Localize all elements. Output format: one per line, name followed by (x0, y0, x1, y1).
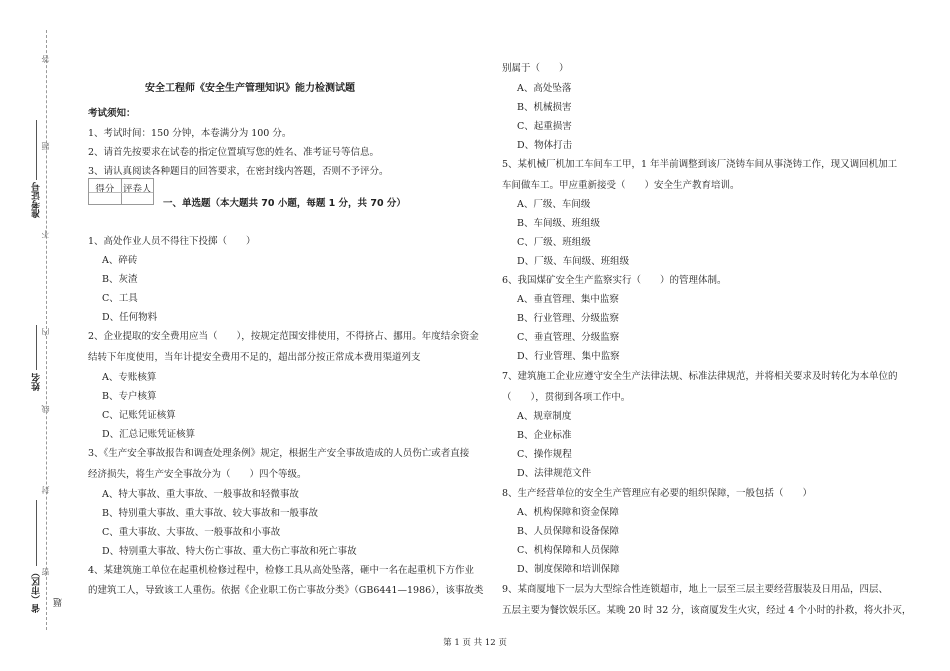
seal-char: 内 (41, 328, 50, 336)
option-line: A、机构保障和资金保障 (517, 507, 619, 518)
option-line: B、企业标准 (517, 430, 572, 441)
name-label: 姓名 (32, 373, 42, 391)
question-line: 5、某机械厂机加工车间车工甲，1 年半前调整到该厂浇铸车间从事浇铸工作，现又调回机加工 (502, 159, 898, 170)
option-line: B、灰渣 (102, 274, 138, 285)
option-line: C、机构保障和人员保障 (517, 545, 620, 556)
option-line: C、操作规程 (517, 449, 572, 460)
option-line: B、车间级、班组级 (517, 218, 600, 229)
option-line: A、厂级、车间级 (517, 199, 591, 210)
option-line: A、专账核算 (102, 372, 157, 383)
option-line: D、汇总记账凭证核算 (102, 429, 196, 440)
question-line: 2、企业提取的安全费用应当（ ），按规定范围安排使用，不得挤占、挪用。年度结余资金 (88, 331, 479, 342)
name-field[interactable] (36, 325, 37, 370)
option-line: D、物体打击 (517, 140, 573, 151)
option-line: D、厂级、车间级、班组级 (517, 256, 630, 267)
exam-number-label: 准考证号 (32, 182, 42, 218)
notice-item: 3、请认真阅读各种题目的回答要求，在密封线内答题，否则不予评分。 (88, 166, 389, 177)
margin-bottom-char: 题 (54, 598, 64, 607)
option-line: A、高处坠落 (517, 83, 572, 94)
seal-char: 封 (41, 486, 50, 494)
question-line: 1、高处作业人员不得往下投掷（ ） (88, 236, 256, 247)
seal-char: 密 (41, 568, 50, 576)
question-line: 8、生产经营单位的安全生产管理应有必要的组织保障，一般包括（ ） (502, 488, 813, 499)
notice-heading: 考试须知： (88, 108, 136, 119)
option-line: D、特别重大事故、特大伤亡事故、重大伤亡事故和死亡事故 (102, 546, 357, 557)
seal-char: 答 (41, 55, 50, 63)
question-line: （ ），贯彻到各项工作中。 (502, 392, 631, 403)
question-line: 7、建筑施工企业应遵守安全生产法律法规、标准法律规范，并将相关要求及时转化为本单位的 (502, 371, 898, 382)
score-label: 得分 (89, 179, 122, 204)
option-line: B、人员保障和设备保障 (517, 526, 619, 537)
option-line: B、专户核算 (102, 391, 157, 402)
region-field[interactable] (36, 500, 37, 566)
option-line: B、机械损害 (517, 102, 572, 113)
question-line: 经济损失，将生产安全事故分为（ ）四个等级。 (88, 469, 307, 480)
section-heading: 一、单选题（本大题共 70 小题，每题 1 分，共 70 分） (163, 198, 406, 209)
question-line: 的建筑工人，导致该工人重伤。依据《企业职工伤亡事故分类》（GB6441—1986），该事故类 (88, 585, 484, 596)
option-line: B、特别重大事故、重大事故、较大事故和一般事故 (102, 508, 318, 519)
notice-item: 2、请首先按要求在试卷的指定位置填写您的姓名、准考证号等信息。 (88, 147, 380, 158)
option-line: C、记账凭证核算 (102, 410, 176, 421)
question-line: 五层主要为餐饮娱乐区。某晚 20 时 32 分，该商厦发生火灾，经过 4 个小时的扑救，将火扑灭， (502, 605, 912, 616)
region-label: 省（市区） (32, 568, 42, 613)
option-line: D、法律规范文件 (517, 468, 592, 479)
seal-char: 不 (41, 230, 50, 238)
question-line: 9、某商厦地下一层为大型综合性连锁超市，地上一层至三层主要经营服装及日用品，四层、 (502, 584, 889, 595)
grader-label: 评卷人 (122, 184, 152, 195)
option-line: A、规章制度 (517, 411, 572, 422)
score-box (88, 178, 154, 205)
question-line: 6、我国煤矿安全生产监察实行（ ）的管理体制。 (502, 275, 727, 286)
seal-char: 题 (41, 142, 50, 150)
option-line: C、垂直管理、分级监察 (517, 332, 620, 343)
option-line: D、行业管理、集中监察 (517, 351, 620, 362)
question-line: 车间做车工。甲应重新接受（ ）安全生产教育培训。 (502, 180, 740, 191)
exam-number-field[interactable] (36, 120, 37, 180)
page-footer: 第 1 页 共 12 页 (443, 638, 507, 648)
notice-item: 1、考试时间：150 分钟，本卷满分为 100 分。 (88, 128, 292, 139)
option-line: D、制度保障和培训保障 (517, 564, 620, 575)
score-box-divider (89, 192, 153, 193)
option-line: C、厂级、班组级 (517, 237, 591, 248)
question-line: 4、某建筑施工单位在起重机检修过程中，检修工具从高处坠落，砸中一名在起重机下方作业 (88, 565, 475, 576)
seal-char: 线 (41, 405, 50, 413)
question-line: 3、《生产安全事故报告和调查处理条例》规定，根据生产安全事故造成的人员伤亡或者直接 (88, 448, 470, 459)
option-line: A、垂直管理、集中监察 (517, 294, 619, 305)
option-line: D、任何物料 (102, 312, 158, 323)
question-line: 结转下年度使用，当年计提安全费用不足的，超出部分按正常成本费用渠道列支 (88, 352, 421, 363)
option-line: A、特大事故、重大事故、一般事故和轻微事故 (102, 489, 299, 500)
page-title: 安全工程师《安全生产管理知识》能力检测试题 (145, 83, 355, 94)
option-line: C、起重损害 (517, 121, 572, 132)
option-line: A、碎砖 (102, 255, 138, 266)
option-line: C、工具 (102, 293, 138, 304)
option-line: B、行业管理、分级监察 (517, 313, 619, 324)
option-line: C、重大事故、大事故、一般事故和小事故 (102, 527, 281, 538)
question-line: 别属于（ ） (502, 63, 569, 74)
